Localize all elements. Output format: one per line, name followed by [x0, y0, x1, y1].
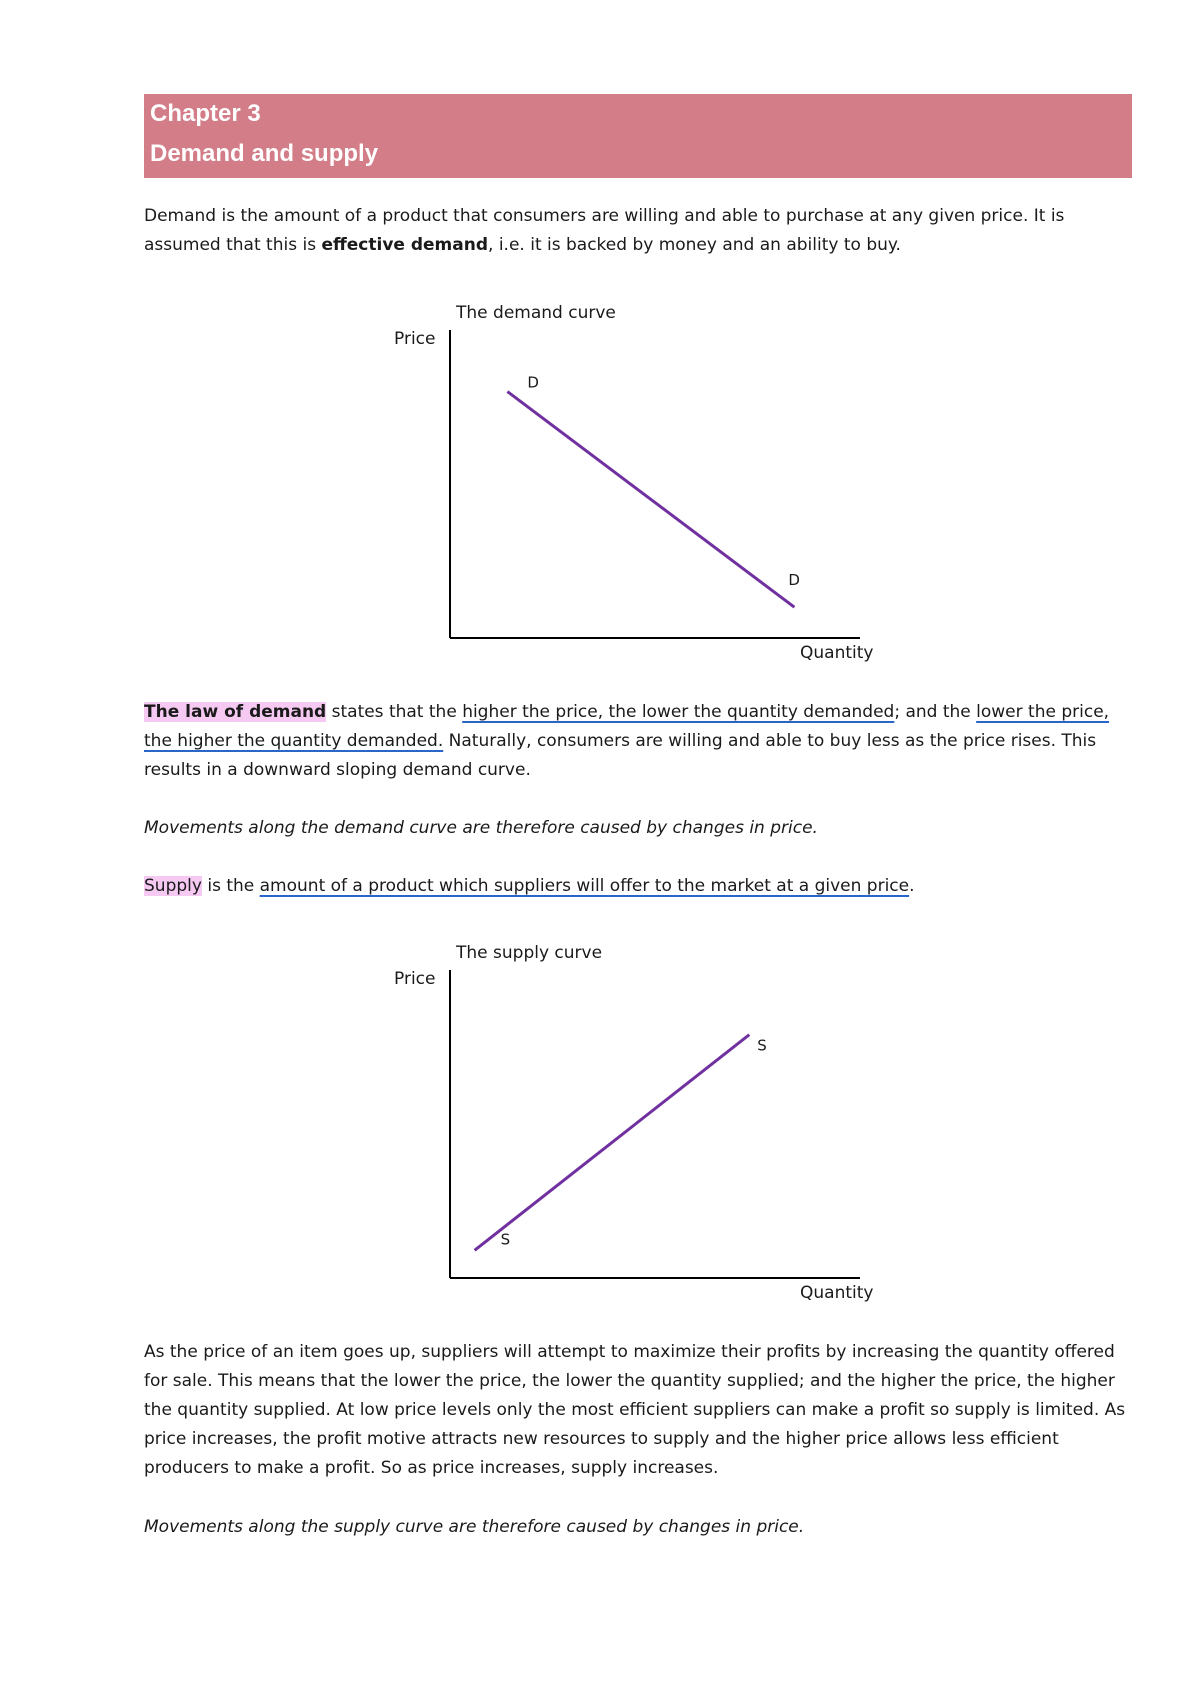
intro-text-2: , i.e. it is backed by money and an ability to buy. [488, 235, 901, 255]
supply-text-2: . [909, 876, 915, 896]
law-of-demand-term: The law of demand [144, 702, 327, 722]
chapter-number: Chapter 3 [150, 100, 261, 127]
supply-underline: amount of a product which suppliers will offer to the market at a given price [259, 876, 910, 896]
supply-y-axis-label: Price [394, 969, 436, 989]
demand-movement-note: Movements along the demand curve are therefore caused by changes in price. [144, 818, 818, 838]
demand-curve-start-label: D [527, 373, 539, 392]
supply-explanation-paragraph: As the price of an item goes up, suppliers will attempt to maximize their profits by increasing the quantity offered for sale. This means that the lower the price, the lower the quantity supplied; and the higher the price, the higher the quantity supplied. At low price levels only the most efficient suppliers can make a profit so supply is limited. As price increases, the profit motive attracts new resources to supply and the higher price allows less efficient producers to make a profit. So as price increases, supply increases. [144, 1342, 1126, 1478]
law-text-1: states that the [326, 702, 463, 722]
intro-text-1: Demand is the amount of a product that consumers are willing and able to purchase at any given price. It is assumed that this is [144, 206, 1065, 255]
supply-x-axis-label: Quantity [800, 1283, 874, 1303]
demand-y-axis-label: Price [394, 329, 436, 349]
demand-chart-title: The demand curve [456, 303, 616, 323]
supply-term: Supply [144, 876, 202, 896]
law-text-2: ; and the [894, 702, 977, 722]
supply-curve-start-label: S [500, 1230, 511, 1249]
supply-curve-end-label: S [757, 1036, 767, 1055]
law-underline-1: higher the price, the lower the quantity demanded [462, 702, 895, 722]
supply-text-1: is the [201, 876, 260, 896]
demand-curve-end-label: D [788, 571, 800, 590]
law-text-3: Naturally, consumers are willing and able to buy less as the price rises. This results in a downward sloping demand curve. [144, 731, 1097, 780]
supply-curve-line [475, 1035, 750, 1251]
intro-bold-term: effective demand [321, 235, 489, 255]
demand-x-axis-label: Quantity [800, 643, 874, 663]
supply-chart-title: The supply curve [456, 943, 603, 963]
chapter-title: Demand and supply [150, 140, 379, 167]
law-underline-2: lower the price, the higher the quantity demanded. [144, 702, 1110, 751]
supply-movement-note: Movements along the supply curve are therefore caused by changes in price. [144, 1517, 805, 1537]
